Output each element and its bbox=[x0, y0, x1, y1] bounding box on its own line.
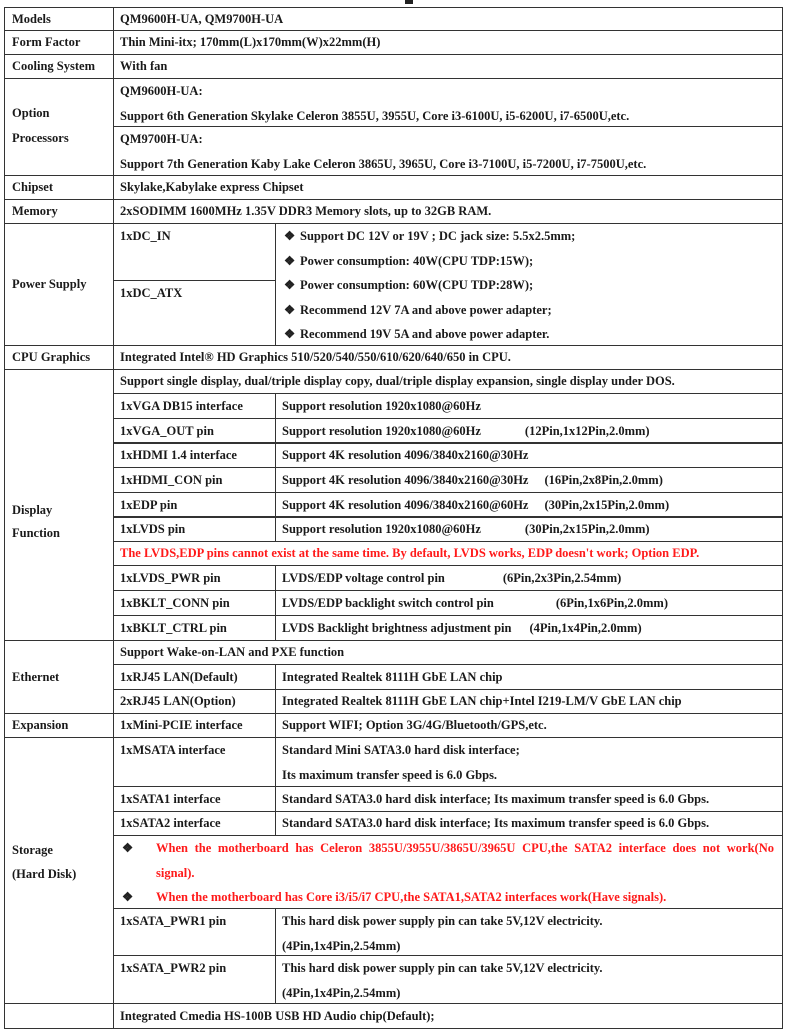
display-port-name bbox=[113, 393, 276, 419]
display-port-name bbox=[113, 442, 276, 468]
port-name: 1xEDP pin bbox=[120, 497, 178, 512]
row-label-processors bbox=[4, 78, 114, 176]
storage-note bbox=[114, 885, 782, 909]
port-name: 1xBKLT_CONN pin bbox=[120, 595, 230, 610]
label-text: Power Supply bbox=[12, 277, 87, 291]
power-note bbox=[276, 273, 782, 298]
value-text: Thin Mini-itx; 170mm(L)x170mm(W)x22mm(H) bbox=[120, 35, 381, 49]
expansion-desc bbox=[275, 713, 783, 738]
row-value-chipset bbox=[113, 175, 783, 200]
power-notes bbox=[275, 223, 783, 346]
row-label-memory bbox=[4, 199, 114, 224]
port-desc: Standard SATA3.0 hard disk interface; Its maximum transfer speed is 6.0 Gbps. bbox=[282, 816, 710, 830]
diamond-bullet-icon: ❖ bbox=[284, 229, 296, 243]
ethernet-port-desc bbox=[275, 689, 783, 714]
row-value-memory bbox=[113, 199, 783, 224]
label-line: (Hard Disk) bbox=[12, 867, 77, 881]
row-value-cpu-graphics bbox=[113, 345, 783, 370]
port-desc: Support WIFI; Option 3G/4G/Bluetooth/GPS,etc. bbox=[282, 718, 547, 732]
processor-model: QM9700H-UA: bbox=[120, 132, 203, 146]
expansion-name bbox=[113, 713, 276, 738]
note-text: When the motherboard has Core i3/i5/i7 CPU,the SATA1,SATA2 interfaces work(Have signals). bbox=[156, 890, 667, 904]
port-name: 1xHDMI_CON pin bbox=[120, 472, 223, 487]
port-pins: (30Pin,2x15Pin,2.0mm) bbox=[524, 521, 650, 536]
port-name: 1xMini-PCIE interface bbox=[120, 718, 243, 732]
power-connector bbox=[113, 223, 276, 281]
label-text: CPU Graphics bbox=[12, 350, 91, 364]
label-line: Storage bbox=[12, 843, 53, 857]
display-port-desc bbox=[275, 442, 783, 468]
row-label-display bbox=[4, 369, 114, 641]
port-name: 1xHDMI 1.4 interface bbox=[120, 447, 237, 462]
processor-desc: Support 6th Generation Skylake Celeron 3855U, 3955U, Core i3-6100U, i5-6200U, i7-6500U,etc. bbox=[120, 108, 630, 123]
processor-item bbox=[113, 78, 783, 127]
power-note bbox=[276, 322, 782, 346]
desc-line: (4Pin,1x4Pin,2.54mm) bbox=[282, 938, 401, 953]
display-port-name bbox=[113, 418, 276, 444]
port-name: 1xSATA_PWR2 pin bbox=[120, 961, 227, 975]
note-text: Power consumption: 60W(CPU TDP:28W); bbox=[300, 278, 534, 292]
row-value-models bbox=[113, 7, 783, 31]
sata-power-desc bbox=[275, 908, 783, 956]
row-label-ethernet bbox=[4, 640, 114, 714]
port-name: 1xVGA DB15 interface bbox=[120, 398, 243, 413]
row-label-storage bbox=[4, 737, 114, 1004]
port-pins: (6Pin,2x3Pin,2.54mm) bbox=[502, 570, 622, 585]
control-pin-name bbox=[113, 565, 276, 591]
power-note bbox=[276, 249, 782, 274]
value-text: Support single display, dual/triple display copy, dual/triple display expansion, single display under DOS. bbox=[120, 374, 675, 388]
processor-model: QM9600H-UA: bbox=[120, 84, 203, 98]
row-value-form-factor bbox=[113, 30, 783, 55]
display-port-desc bbox=[275, 516, 783, 542]
ethernet-summary bbox=[113, 640, 783, 665]
row-value-audio bbox=[113, 1003, 783, 1029]
port-desc: Integrated Realtek 8111H GbE LAN chip bbox=[282, 669, 503, 684]
port-desc: Support resolution 1920x1080@60Hz bbox=[282, 423, 481, 438]
value-text: Integrated Intel® HD Graphics 510/520/540/550/610/620/640/650 in CPU. bbox=[120, 350, 511, 364]
port-name: 1xSATA2 interface bbox=[120, 816, 221, 830]
display-port-name bbox=[113, 467, 276, 493]
display-port-desc bbox=[275, 393, 783, 419]
connector-name: 1xDC_IN bbox=[120, 229, 171, 243]
port-desc: LVDS Backlight brightness adjustment pin bbox=[282, 620, 512, 635]
label-text: Memory bbox=[12, 204, 58, 218]
row-label-models bbox=[4, 7, 114, 31]
power-connector bbox=[113, 280, 276, 346]
title-fragment bbox=[405, 0, 413, 4]
note-text: Recommend 19V 5A and above power adapter. bbox=[300, 327, 550, 341]
value-text: 2xSODIMM 1600MHz 1.35V DDR3 Memory slots, up to 32GB RAM. bbox=[120, 204, 492, 218]
diamond-bullet-icon: ❖ bbox=[284, 253, 296, 268]
port-name: 1xSATA_PWR1 pin bbox=[120, 914, 227, 928]
port-desc: Support resolution 1920x1080@60Hz bbox=[282, 521, 481, 536]
sata-desc bbox=[275, 786, 783, 812]
control-pin-desc bbox=[275, 565, 783, 591]
control-pin-name bbox=[113, 590, 276, 616]
row-label-cooling bbox=[4, 54, 114, 79]
desc-line: This hard disk power supply pin can take 5V,12V electricity. bbox=[282, 961, 603, 975]
display-summary bbox=[113, 369, 783, 394]
row-value-cooling bbox=[113, 54, 783, 79]
value-text: Support Wake-on-LAN and PXE function bbox=[120, 645, 345, 659]
value-text: With fan bbox=[120, 59, 168, 73]
label-text: Form Factor bbox=[12, 35, 81, 49]
control-pin-desc bbox=[275, 590, 783, 616]
sata-power-desc bbox=[275, 955, 783, 1004]
storage-note bbox=[114, 836, 782, 885]
port-pins: (16Pin,2x8Pin,2.0mm) bbox=[544, 472, 663, 487]
label-text: Expansion bbox=[12, 718, 69, 732]
port-pins: (6Pin,1x6Pin,2.0mm) bbox=[555, 595, 669, 610]
desc-line: This hard disk power supply pin can take 5V,12V electricity. bbox=[282, 914, 603, 928]
port-name: 2xRJ45 LAN(Option) bbox=[120, 694, 236, 708]
port-name: 1xVGA_OUT pin bbox=[120, 423, 214, 438]
ethernet-port-desc bbox=[275, 664, 783, 690]
port-desc: Support 4K resolution 4096/3840x2160@60Hz bbox=[282, 497, 529, 512]
sata-power-name bbox=[113, 955, 276, 1004]
port-name: 1xRJ45 LAN(Default) bbox=[120, 669, 238, 684]
note-text: When the motherboard has Celeron 3855U/3955U/3865U/3965U CPU,the SATA2 interface does not work(No signal). bbox=[156, 841, 774, 880]
diamond-bullet-icon: ❖ bbox=[284, 302, 296, 317]
msata-name bbox=[113, 737, 276, 787]
port-name: 1xMSATA interface bbox=[120, 743, 226, 757]
sata-power-name bbox=[113, 908, 276, 956]
row-label-chipset bbox=[4, 175, 114, 200]
display-warning bbox=[113, 541, 783, 566]
port-name: 1xSATA1 interface bbox=[120, 791, 221, 806]
label-text: Ethernet bbox=[12, 669, 60, 684]
note-text: Recommend 12V 7A and above power adapter; bbox=[300, 302, 552, 317]
connector-name: 1xDC_ATX bbox=[120, 286, 183, 300]
ethernet-port-name bbox=[113, 664, 276, 690]
port-name: 1xBKLT_CTRL pin bbox=[120, 620, 227, 635]
row-label-form-factor bbox=[4, 30, 114, 55]
msata-desc bbox=[275, 737, 783, 787]
label-text: Models bbox=[12, 11, 51, 26]
value-text: Skylake,Kabylake express Chipset bbox=[120, 180, 304, 194]
label-text: Cooling System bbox=[12, 59, 95, 73]
row-label-cpu-graphics bbox=[4, 345, 114, 370]
diamond-bullet-icon: ❖ bbox=[284, 327, 296, 341]
display-port-name bbox=[113, 492, 276, 518]
port-name: 1xLVDS_PWR pin bbox=[120, 570, 221, 585]
diamond-bullet-icon: ❖ bbox=[284, 278, 296, 292]
port-desc: Standard SATA3.0 hard disk interface; Its maximum transfer speed is 6.0 Gbps. bbox=[282, 791, 710, 806]
port-pins: (12Pin,1x12Pin,2.0mm) bbox=[524, 423, 650, 438]
label-line: Function bbox=[12, 526, 60, 540]
power-note bbox=[276, 224, 782, 249]
row-label-power bbox=[4, 223, 114, 346]
display-port-name bbox=[113, 516, 276, 542]
diamond-bullet-icon: ❖ bbox=[122, 841, 134, 855]
value-text: Integrated Cmedia HS-100B USB HD Audio chip(Default); bbox=[120, 1008, 435, 1023]
spec-table bbox=[4, 7, 783, 1029]
note-text: Support DC 12V or 19V ; DC jack size: 5.5x2.5mm; bbox=[300, 229, 576, 243]
sata-name bbox=[113, 811, 276, 836]
diamond-bullet-icon: ❖ bbox=[122, 890, 134, 904]
desc-line: Standard Mini SATA3.0 hard disk interface; bbox=[282, 743, 520, 757]
processor-desc: Support 7th Generation Kaby Lake Celeron 3865U, 3965U, Core i3-7100U, i5-7200U, i7-7500U,etc. bbox=[120, 156, 647, 171]
port-desc: Support 4K resolution 4096/3840x2160@30Hz bbox=[282, 472, 529, 487]
note-text: Power consumption: 40W(CPU TDP:15W); bbox=[300, 253, 534, 268]
ethernet-port-name bbox=[113, 689, 276, 714]
processor-item bbox=[113, 126, 783, 176]
power-note bbox=[276, 298, 782, 323]
sata-name bbox=[113, 786, 276, 812]
storage-notes bbox=[113, 835, 783, 909]
value-text: QM9600H-UA, QM9700H-UA bbox=[120, 11, 284, 26]
display-port-desc bbox=[275, 467, 783, 493]
sata-desc bbox=[275, 811, 783, 836]
display-port-desc bbox=[275, 492, 783, 518]
control-pin-desc bbox=[275, 615, 783, 641]
control-pin-name bbox=[113, 615, 276, 641]
port-desc: Support 4K resolution 4096/3840x2160@30Hz bbox=[282, 447, 529, 462]
port-desc: LVDS/EDP voltage control pin bbox=[282, 570, 445, 585]
label-text: Chipset bbox=[12, 180, 53, 194]
port-desc: Integrated Realtek 8111H GbE LAN chip+Intel I219-LM/V GbE LAN chip bbox=[282, 694, 682, 708]
desc-line: Its maximum transfer speed is 6.0 Gbps. bbox=[282, 767, 498, 782]
port-desc: LVDS/EDP backlight switch control pin bbox=[282, 595, 494, 610]
label-line: Processors bbox=[12, 131, 69, 145]
display-port-desc bbox=[275, 418, 783, 444]
desc-line: (4Pin,1x4Pin,2.54mm) bbox=[282, 985, 401, 1000]
port-name: 1xLVDS pin bbox=[120, 521, 186, 536]
label-line: Option bbox=[12, 106, 50, 120]
port-pins: (30Pin,2x15Pin,2.0mm) bbox=[544, 497, 670, 512]
warning-text: The LVDS,EDP pins cannot exist at the same time. By default, LVDS works, EDP doesn't work; Option EDP. bbox=[120, 546, 700, 560]
port-desc: Support resolution 1920x1080@60Hz bbox=[282, 398, 481, 413]
label-line: Display bbox=[12, 503, 53, 517]
port-pins: (4Pin,1x4Pin,2.0mm) bbox=[529, 620, 642, 635]
row-label-expansion bbox=[4, 713, 114, 738]
row-label-audio bbox=[4, 1003, 114, 1029]
